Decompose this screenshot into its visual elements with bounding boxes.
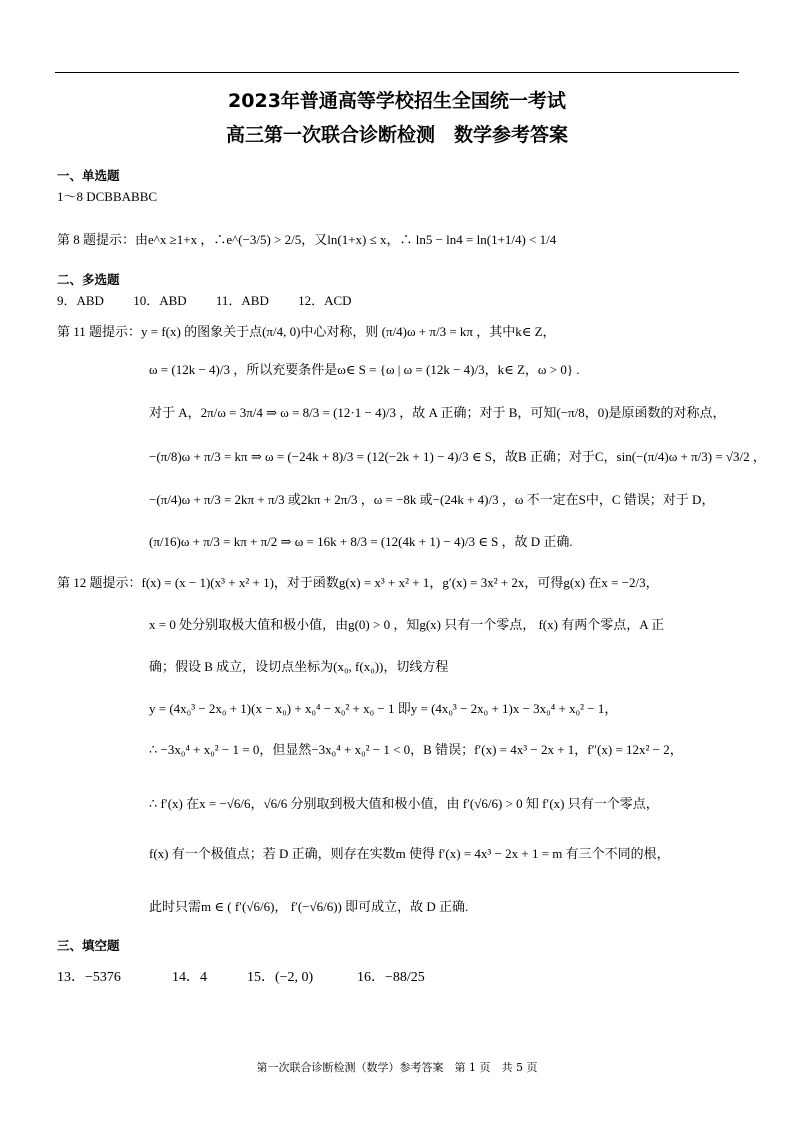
hint-12-line-1: 第 12 题提示：f(x) = (x − 1)(x³ + x² + 1)，对于函数g(x) = x³ + x² + 1，g′(x) = 3x² + 2x，可得g(x) 在x = −2/3， (57, 575, 659, 590)
multiple-choice-answers: 9．ABD 10．ABD 11．ABD 12．ACD (57, 293, 352, 308)
hint-12-line-2: x = 0 处分别取极大值和极小值，由g(0) > 0 ，知g(x) 只有一个零点， f(x) 有两个零点，A 正 (149, 617, 665, 632)
hint-12-line-8: 此时只需m ∈ ( f′(√6/6)， f′(−√6/6)) 即可成立，故 D 正确. (149, 899, 469, 914)
section-single-choice-heading: 一、单选题 (57, 168, 120, 183)
answer-title: 高三第一次联合诊断检测 数学参考答案 (225, 124, 568, 146)
hint-12-line-6: ∴ f′(x) 在x = −√6/6，√6/6 分别取到极大值和极小值，由 f′(√6/6) > 0 知 f′(x) 只有一个零点， (149, 796, 659, 811)
hint-11-line-5: −(π/4)ω + π/3 = 2kπ + π/3 或2kπ + 2π/3 ，ω = −8k 或−(24k + 4)/3 ，ω 不一定在S中，C 错误；对于 D， (149, 492, 715, 507)
answer-15: 15．(−2, 0) (247, 970, 314, 985)
single-choice-answers: 1～8 DCBBABBC (57, 189, 158, 204)
page-footer: 第一次联合诊断检测（数学）参考答案 第 1 页 共 5 页 (256, 1061, 538, 1074)
section-fill-blank-heading: 三、填空题 (57, 938, 120, 953)
hint-11-line-4: −(π/8)ω + π/3 = kπ ⇒ ω = (−24k + 8)/3 = (12(−2k + 1) − 4)/3 ∈ S，故B 正确；对于C，sin(−(π/4)ω + π/3) = √3/2 ， (149, 449, 766, 464)
hint-8: 第 8 题提示：由e^x ≥1+x ，∴e^(−3/5) > 2/5，又ln(1+x) ≤ x，∴ ln5 − ln4 = ln(1+1/4) < 1/4 (57, 232, 557, 247)
section-multiple-choice-heading: 二、多选题 (57, 272, 120, 287)
hint-12-line-3: 确；假设 B 成立，设切点坐标为(x₀, f(x₀))，切线方程 (149, 659, 449, 674)
exam-title: 2023年普通高等学校招生全国统一考试 (228, 90, 566, 112)
hint-11-line-1: 第 11 题提示：y = f(x) 的图象关于点(π/4, 0)中心对称，则 (π/4)ω + π/3 = kπ ，其中k∈ Z， (57, 324, 556, 339)
hint-11-line-3: 对于 A，2π/ω = 3π/4 ⇒ ω = 8/3 = (12·1 − 4)/3 ，故 A 正确；对于 B，可知(−π/8，0)是原函数的对称点， (149, 405, 726, 420)
top-rule (55, 72, 739, 73)
answer-14: 14．4 (172, 970, 207, 985)
answer-16: 16．−88/25 (357, 970, 425, 985)
hint-12-line-7: f(x) 有一个极值点；若 D 正确，则存在实数m 使得 f′(x) = 4x³ − 2x + 1 = m 有三个不同的根， (149, 846, 670, 861)
hint-11-line-2: ω = (12k − 4)/3 ，所以充要条件是ω∈ S = {ω | ω = (12k − 4)/3，k∈ Z，ω > 0} . (149, 362, 580, 377)
answer-13: 13．−5376 (57, 970, 121, 985)
hint-11-line-6: (π/16)ω + π/3 = kπ + π/2 ⇒ ω = 16k + 8/3 = (12(4k + 1) − 4)/3 ∈ S ，故 D 正确. (149, 534, 573, 549)
hint-12-line-4: y = (4x₀³ − 2x₀ + 1)(x − x₀) + x₀⁴ − x₀² + x₀ − 1 即y = (4x₀³ − 2x₀ + 1)x − 3x₀⁴ + x₀² − 1， (149, 701, 618, 716)
hint-12-line-5: ∴ −3x₀⁴ + x₀² − 1 = 0，但显然−3x₀⁴ + x₀² − 1 < 0，B 错误；f′(x) = 4x³ − 2x + 1，f″(x) = 12x² − 2， (149, 742, 683, 757)
